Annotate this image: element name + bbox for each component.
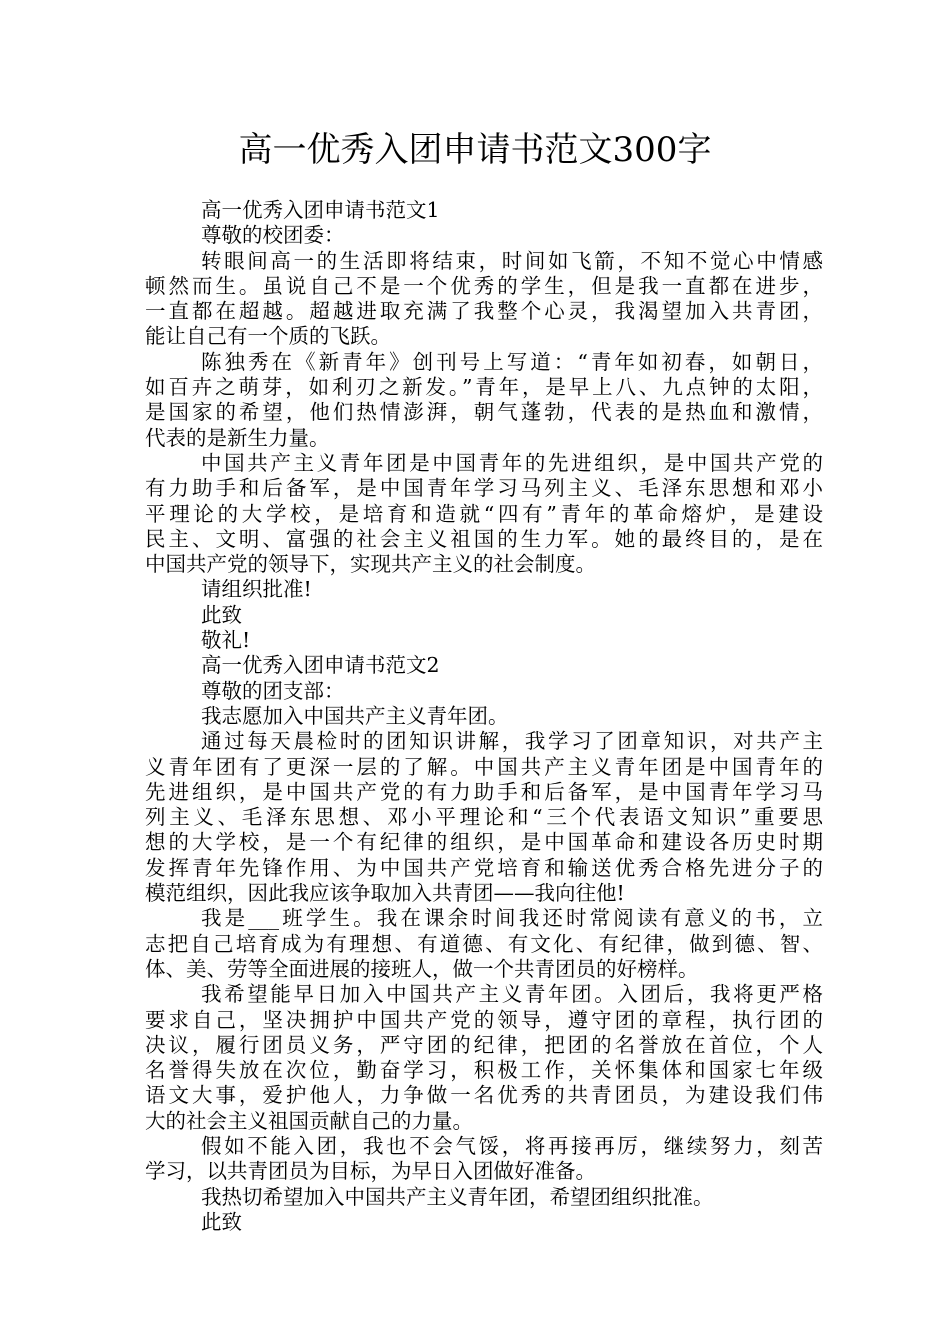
paragraph-line: 高一优秀入团申请书范文2 <box>201 653 440 678</box>
paragraph-line: 是国家的希望，他们热情澎湃，朝气蓬勃，代表的是热血和激情， <box>145 400 823 425</box>
paragraph-line: 发挥青年先锋作用、为中国共产党培育和输送优秀合格先进分子的 <box>145 855 823 880</box>
paragraph-line: 敬礼! <box>201 628 251 653</box>
paragraph-line: 一直都在超越。超越进取充满了我整个心灵，我渴望加入共青团， <box>145 299 823 324</box>
paragraph-line: 能让自己有一个质的飞跃。 <box>145 324 391 349</box>
paragraph-line: 如百卉之萌芽，如利刃之新发。”青年，是早上八、九点钟的太阳， <box>145 375 823 400</box>
paragraph-line: 大的社会主义祖国贡献自己的力量。 <box>145 1108 473 1133</box>
paragraph-line: 我热切希望加入中国共产主义青年团，希望团组织批准。 <box>201 1184 714 1209</box>
paragraph-line: 学习，以共青团员为目标，为早日入团做好准备。 <box>145 1159 596 1184</box>
paragraph-line: 我希望能早日加入中国共产主义青年团。入团后，我将更严格 <box>201 982 823 1007</box>
paragraph-line: 想的大学校，是一个有纪律的组织，是中国革命和建设各历史时期 <box>145 830 823 855</box>
paragraph-line: 此致 <box>201 602 242 627</box>
paragraph-line: 尊敬的校团委： <box>201 223 345 248</box>
paragraph-line: 平理论的大学校，是培育和造就“四有”青年的革命熔炉，是建设 <box>145 501 823 526</box>
paragraph-line: 请组织批准! <box>201 577 312 602</box>
paragraph-line: 尊敬的团支部： <box>201 678 345 703</box>
paragraph-line: 志把自己培育成为有理想、有道德、有文化、有纪律，做到德、智、 <box>145 931 823 956</box>
paragraph-line: 模范组织，因此我应该争取加入共青团——我向往他! <box>145 881 625 906</box>
paragraph-line: 顿然而生。虽说自己不是一个优秀的学生，但是我一直都在进步， <box>145 273 823 298</box>
paragraph-line: 体、美、劳等全面进展的接班人，做一个共青团员的好榜样。 <box>145 956 699 981</box>
paragraph-line: 假如不能入团，我也不会气馁，将再接再厉，继续努力，刻苦 <box>201 1133 823 1158</box>
paragraph-line: 民主、文明、富强的社会主义祖国的生力军。她的最终目的，是在 <box>145 526 823 551</box>
paragraph-line: 中国共产主义青年团是中国青年的先进组织，是中国共产党的 <box>201 450 823 475</box>
paragraph-line: 此致 <box>201 1209 242 1234</box>
paragraph-line: 转眼间高一的生活即将结束，时间如飞箭，不知不觉心中情感 <box>201 248 823 273</box>
paragraph-line: 有力助手和后备军，是中国青年学习马列主义、毛泽东思想和邓小 <box>145 476 823 501</box>
paragraph-line: 语文大事，爱护他人，力争做一名优秀的共青团员，为建设我们伟 <box>145 1083 823 1108</box>
paragraph-line: 义青年团有了更深一层的了解。中国共产主义青年团是中国青年的 <box>145 754 823 779</box>
paragraph-line: 通过每天晨检时的团知识讲解，我学习了团章知识，对共产主 <box>201 729 823 754</box>
document-title: 高一优秀入团申请书范文300字 <box>238 130 712 170</box>
paragraph-line: 陈独秀在《新青年》创刊号上写道：“青年如初春，如朝日， <box>201 349 823 374</box>
paragraph-line: 代表的是新生力量。 <box>145 425 330 450</box>
paragraph-line: 列主义、毛泽东思想、邓小平理论和“三个代表语文知识”重要思 <box>145 805 823 830</box>
paragraph-line: 我志愿加入中国共产主义青年团。 <box>201 703 509 728</box>
paragraph-line: 决议，履行团员义务，严守团的纪律，把团的名誉放在首位，个人 <box>145 1032 823 1057</box>
paragraph-line: 要求自己，坚决拥护中国共产党的领导，遵守团的章程，执行团的 <box>145 1007 823 1032</box>
paragraph-line: 高一优秀入团申请书范文1 <box>201 198 440 222</box>
paragraph-line: 我是___班学生。我在课余时间我还时常阅读有意义的书，立 <box>201 906 823 931</box>
paragraph-line: 先进组织，是中国共产党的有力助手和后备军，是中国青年学习马 <box>145 779 823 804</box>
paragraph-line: 名誉得失放在次位，勤奋学习，积极工作，关怀集体和国家七年级 <box>145 1058 823 1083</box>
paragraph-line: 中国共产党的领导下，实现共产主义的社会制度。 <box>145 552 596 577</box>
document-body <box>145 198 823 1235</box>
